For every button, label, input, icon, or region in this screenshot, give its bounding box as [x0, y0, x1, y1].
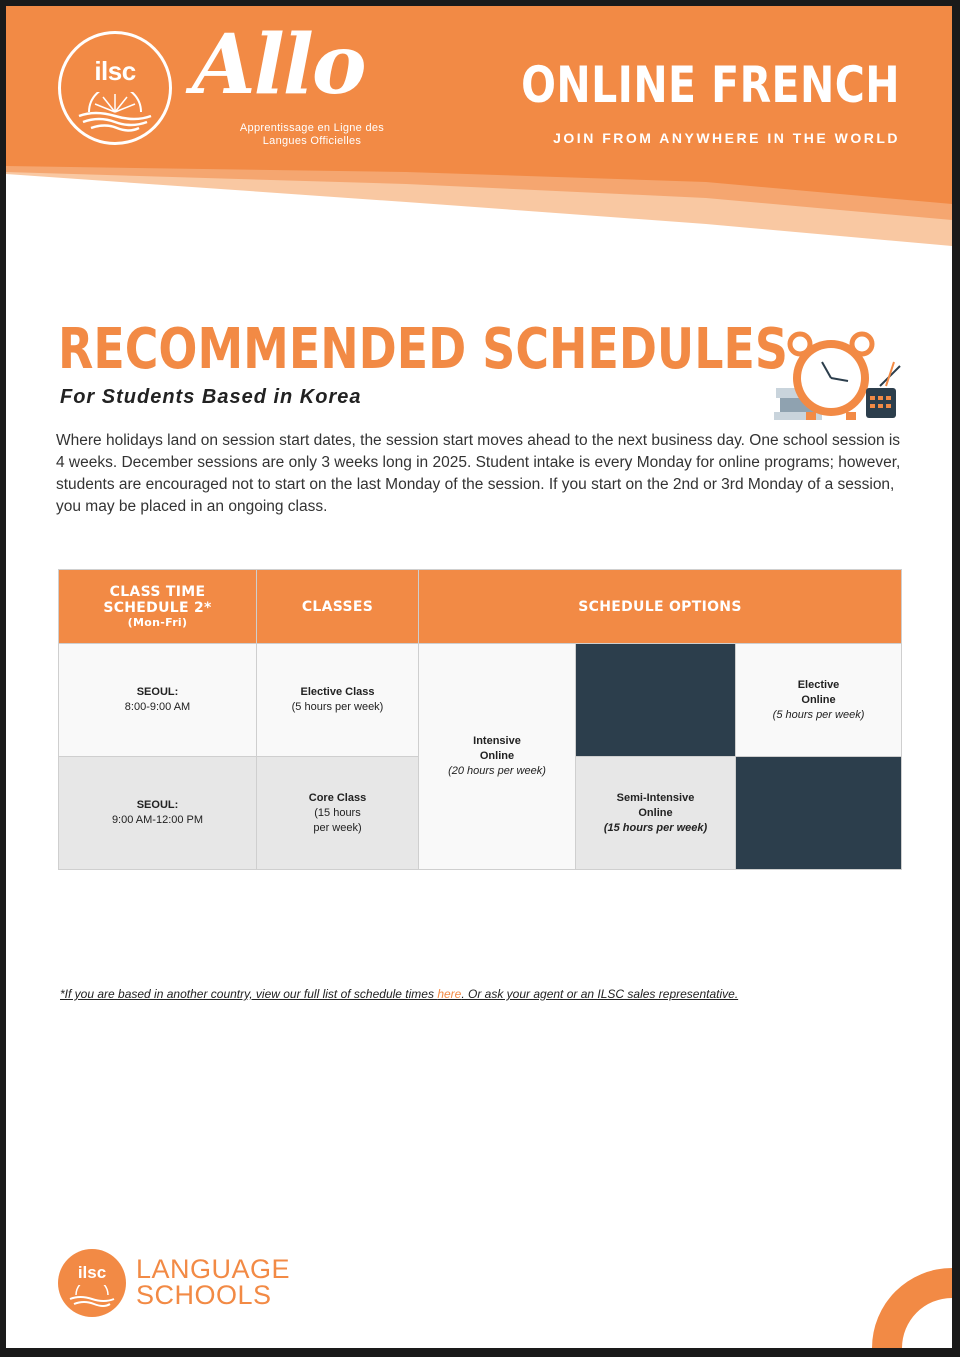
sunrise-icon: [68, 1285, 116, 1309]
header-subtitle: JOIN FROM ANYWHERE IN THE WORLD: [553, 130, 900, 146]
intro-paragraph: Where holidays land on session start dates, the session start moves ahead to the next business day. One school session is 4 weeks. December sessions are only 3 weeks long in 2025. Student intake is every Monday for online programs; however, students are encouraged not to start on the last Monday of the session. If you start on the 2nd or 3rd Monday of a session, you may be placed in an ongoing class.: [56, 432, 901, 515]
alarm-clock-icon: [770, 326, 910, 426]
header-class-time: CLASS TIME SCHEDULE 2* (Mon-Fri): [59, 570, 257, 644]
time-cell: SEOUL: 9:00 AM-12:00 PM: [59, 757, 257, 870]
schedule-table: [58, 569, 902, 870]
class-cell: Elective Class (5 hours per week): [257, 644, 419, 757]
option-empty-cell: [576, 644, 736, 757]
option-semi-intensive: Semi-Intensive Online (15 hours per week): [576, 757, 736, 870]
ilsc-logo: [58, 31, 172, 145]
footer-wordmark: LANGUAGE SCHOOLS: [136, 1254, 291, 1310]
allo-tagline: Apprentissage en Ligne des Langues Officielles: [239, 122, 385, 147]
header-classes: CLASSES: [257, 570, 419, 644]
header-title: ONLINE FRENCH: [521, 56, 900, 114]
sunrise-icon: [75, 92, 155, 132]
page-title: RECOMMENDED SCHEDULES: [58, 317, 788, 382]
page-subtitle: For Students Based in Korea: [60, 386, 362, 408]
allo-wordmark: Allo: [192, 17, 365, 113]
page: [6, 6, 952, 1348]
class-cell: Core Class (15 hours per week): [257, 757, 419, 870]
option-intensive: Intensive Online (20 hours per week): [419, 644, 576, 870]
ilsc-logo-text: ilsc: [94, 56, 136, 86]
option-empty-cell: [736, 757, 902, 870]
corner-decoration: [872, 1268, 952, 1348]
schedule-times-link[interactable]: here: [437, 987, 462, 1001]
footer-ilsc-logo: ilsc: [58, 1249, 126, 1317]
footnote: *If you are based in another country, view our full list of schedule times here. Or ask your agent or an ILSC sales representative.: [60, 987, 739, 1001]
table-row: [59, 644, 902, 757]
table-header-row: [59, 570, 902, 644]
time-cell: SEOUL: 8:00-9:00 AM: [59, 644, 257, 757]
option-elective: Elective Online (5 hours per week): [736, 644, 902, 757]
header-schedule-options: SCHEDULE OPTIONS: [419, 570, 902, 644]
